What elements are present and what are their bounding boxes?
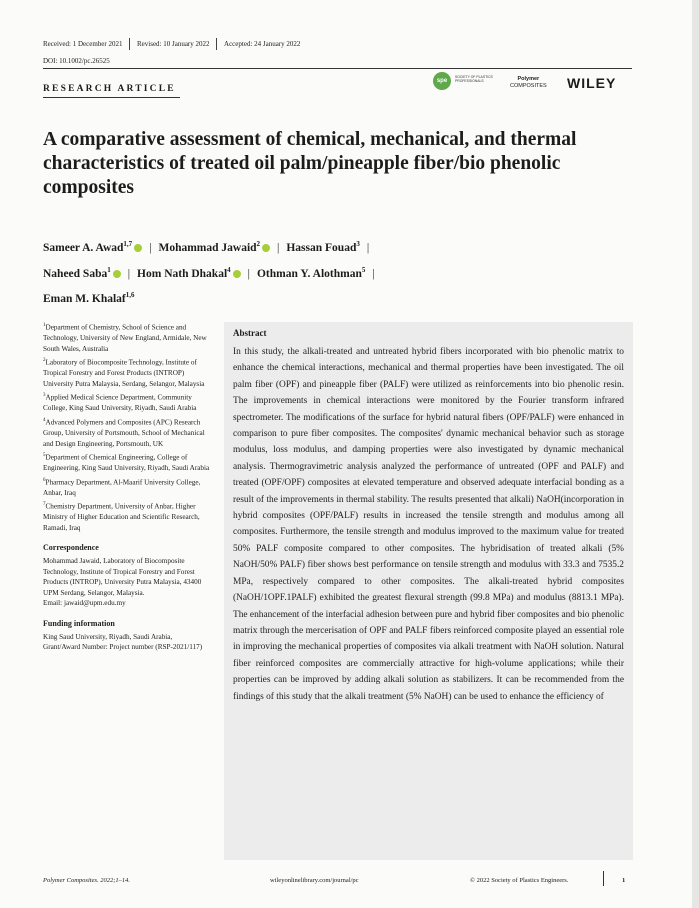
funding-heading: Funding information <box>43 618 115 628</box>
author-affiliation-marker: 1,6 <box>125 291 135 300</box>
doi[interactable]: DOI: 10.1002/pc.26525 <box>43 57 110 65</box>
author[interactable] <box>43 242 142 254</box>
affiliation-number: 2 <box>43 358 46 364</box>
page-number: 1 <box>622 877 626 884</box>
affiliation <box>43 451 211 474</box>
author-name: Mohammad Jawaid <box>158 241 257 254</box>
author-separator: | <box>149 241 152 254</box>
affiliation-text: Pharmacy Department, Al-Maarif University College, Anbar, Iraq <box>43 478 201 497</box>
article-dates <box>43 38 300 50</box>
revised-date: Revised: 10 January 2022 <box>137 39 210 48</box>
spe-logo: spe <box>433 72 451 90</box>
affiliation <box>43 356 211 389</box>
spe-logo-text: SOCIETY OF PLASTICS PROFESSIONALS <box>455 75 493 83</box>
affiliation <box>43 500 211 533</box>
author-name: Naheed Saba <box>43 267 108 280</box>
accepted-date: Accepted: 24 January 2022 <box>224 39 301 48</box>
abstract-heading: Abstract <box>233 328 267 338</box>
affiliation <box>43 391 211 414</box>
affiliation-text: Advanced Polymers and Composites (APC) Research Group, University of Portsmouth, School of Mechanical and Design Engineering, Portsmouth, UK <box>43 418 205 448</box>
author-name: Hom Nath Dhakal <box>137 267 228 280</box>
author-affiliation-marker: 1,7 <box>123 240 133 248</box>
author[interactable] <box>286 242 359 254</box>
author-affiliation-marker: 4 <box>227 265 231 274</box>
received-date: Received: 1 December 2021 <box>43 39 123 48</box>
journal-logo-line1: Polymer <box>517 76 540 82</box>
author-name: Sameer A. Awad <box>43 241 124 254</box>
author-affiliation-marker: 1 <box>107 265 111 274</box>
affiliation-text: Chemistry Department, University of Anbar, Higher Ministry of Higher Education and Scientific Research, Ramadi, Iraq <box>43 502 200 532</box>
header-rule <box>43 68 632 69</box>
page-edge <box>692 0 699 908</box>
affiliation-number: 7 <box>43 502 46 508</box>
affiliation <box>43 321 211 354</box>
article-title: A comparative assessment of chemical, mechanical, and thermal characteristics of treated oil palm/pineapple fiber/bio phenolic composites <box>43 129 577 198</box>
orcid-icon[interactable] <box>134 244 142 252</box>
correspondence-email[interactable]: Email: jawaid@upm.edu.my <box>43 599 126 608</box>
author-list <box>43 233 603 310</box>
affiliation-text: Applied Medical Science Department, Community College, King Saud University, Riyadh, Saudi Arabia <box>43 393 197 413</box>
author-separator: | <box>277 241 280 254</box>
author-separator: | <box>247 267 250 280</box>
author[interactable] <box>137 265 241 280</box>
affiliation-number: 3 <box>43 393 46 399</box>
affiliation-text: Department of Chemistry, School of Science and Technology, University of New England, Armidale, New South Wales, Australia <box>43 323 207 353</box>
author-name: Othman Y. Alothman <box>256 267 362 280</box>
affiliation <box>43 416 211 449</box>
publisher-logos <box>433 72 633 98</box>
author-separator: | <box>366 241 370 254</box>
author-affiliation-marker: 3 <box>356 240 360 248</box>
footer-divider <box>603 871 604 886</box>
affiliation-number: 4 <box>43 417 46 423</box>
section-underline <box>43 97 180 98</box>
orcid-icon[interactable] <box>262 244 270 252</box>
affiliation-number: 6 <box>43 477 46 483</box>
correspondence-heading: Correspondence <box>43 543 99 553</box>
journal-logo-line2: COMPOSITES <box>510 83 547 89</box>
author-affiliation-marker: 5 <box>361 265 366 274</box>
date-separator <box>216 38 217 50</box>
orcid-icon[interactable] <box>113 270 121 278</box>
affiliation-number: 1 <box>43 323 46 328</box>
affiliation <box>43 476 211 499</box>
affiliation-text: Department of Chemical Engineering, College of Engineering, King Saud University, Riyadh, Saudi Arabia <box>43 453 210 473</box>
author-name: Hassan Fouad <box>286 241 357 254</box>
author[interactable] <box>158 242 270 254</box>
author-separator: | <box>127 267 131 280</box>
author-separator: | <box>372 267 375 280</box>
footer-journal: Polymer Composites. 2022;1–14. <box>43 877 131 884</box>
date-separator <box>129 38 130 50</box>
footer-url[interactable]: wileyonlinelibrary.com/journal/pc <box>270 877 359 884</box>
author[interactable] <box>43 265 121 280</box>
affiliation-text: Laboratory of Biocomposite Technology, Institute of Tropical Forestry and Forest Products (INTROP) University Putra Malaysia, Serdang, Selangor, Malaysia <box>43 358 205 388</box>
author-affiliation-marker: 2 <box>256 240 261 248</box>
funding-text: King Saud University, Riyadh, Saudi Arabia, Grant/Award Number: Project number (RSP-2021/117) <box>43 632 203 652</box>
author[interactable] <box>256 265 366 280</box>
affiliation-list <box>43 321 211 533</box>
abstract-text: In this study, the alkali-treated and untreated hybrid fibers incorporated with bio phenolic matrix to enhance the chemical interactions, mechanical and thermal properties have been investigated. The oil palm fiber (OPF) and pineapple fiber (PALF) were utilized as reinforcements into bio phenolic resin. The improvements in chemical interactions were monitored by the Fourier transform infrared spectrometer. The modifications of the surface for hybrid natural fibers (OPF/PALF) were enhanced in comparison to pure fiber composites. The composites' dynamic mechanical behavior such as storage modulus, loss modulus, and damping properties were also investigated by dynamic mechanical analysis. Thermogravimetric analysis analyzed the performance of untreated (OPF and PALF) and treated (OPF/OPF) composites at elevated temperature and observed adequate interfacial bonding as a result of the improvements in thermal stability. The results presented that alkali) NaOH(incorporation in hybrid composites (OPF/PALF) results in increased the tensile strength and modulus among all composites. Furthermore, the tensile strength and modulus improved to the maximum value for treated 50% PALF composite compared to other composites. The hybridisation of treated alkali (5% NaOH/50% PALF) fiber shows best performance on tensile strength and modulus with 33.3 and 7535.2 MPa, respectively compared to other composites. The alkali-treated hybrid composites (NaOH/1OPF.1PALF) exhibited the greatest flexural strength (99.8 MPa) and modulus (8813.1 MPa). The enhancement of the interfacial adhesion between pure and hybrid fiber composites and bio phenolic matrix through the mercerisation of OPF and PALF fibers reinforced composite played an essential role in improving the mechanical properties of composites via alkali treatment with NaOH solution. Natural fiber reinforced composites are commercially attractive for high-volume applications; while their properties can be improved by adding alkali solution as stabilizers. It can be recommended from the findings of this study that the alkali treatment (5% NaOH) can be used to enhance the efficiency of <box>233 347 625 702</box>
wiley-logo: WILEY <box>567 75 617 91</box>
affiliation-number: 5 <box>43 453 46 459</box>
correspondence-text: Mohammad Jawaid, Laboratory of Biocomposite Technology, Institute of Tropical Forestry and Forest Products (INTROP), University Putra Malaysia, 43400 UPM Serdang, Selangor, Malaysia. <box>43 557 202 597</box>
affiliations-column <box>43 321 211 653</box>
orcid-icon[interactable] <box>233 270 241 278</box>
author-name: Eman M. Khalaf <box>43 293 126 306</box>
footer-copyright: © 2022 Society of Plastics Engineers. <box>470 877 569 884</box>
journal-logo <box>510 76 547 90</box>
author[interactable] <box>43 293 135 305</box>
section-label: RESEARCH ARTICLE <box>43 84 176 94</box>
